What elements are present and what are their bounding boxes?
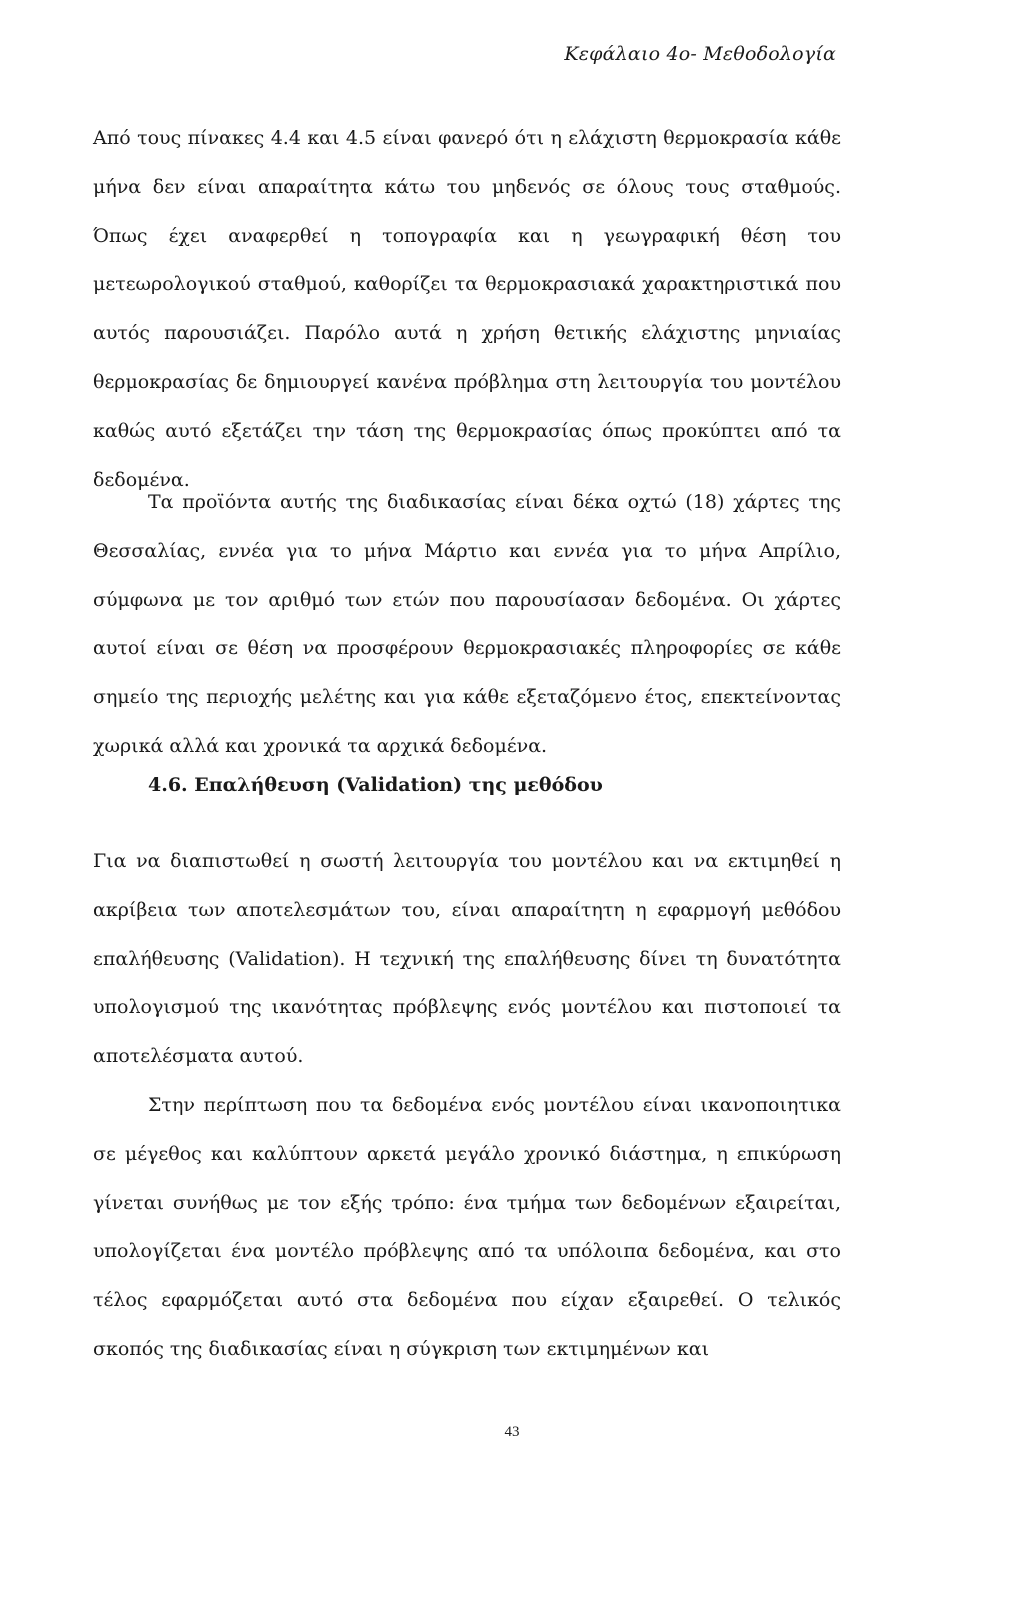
section-heading: 4.6. Επαλήθευση (Validation) της μεθόδου — [148, 774, 603, 796]
paragraph-minimum-temperature: Από τους πίνακες 4.4 και 4.5 είναι φανερό ότι η ελάχιστη θερμοκρασία κάθε μήνα δεν είναι απαραίτητα κάτω του μηδενός σε όλους τους σταθμούς. Όπως έχει αναφερθεί η τοπογραφία και η γεωγραφική θέση του μετεωρολογικού σταθμού, καθορίζει τα θερμοκρασιακά χαρακτηριστικά που αυτός παρουσιάζει. Παρόλο αυτά η χρήση θετικής ελάχιστης μηνιαίας θερμοκρασίας δε δημιουργεί κανένα πρόβλημα στη λειτουργία του μοντέλου καθώς αυτό εξετάζει την τάση της θερμοκρασίας όπως προκύπτει από τα δεδομένα. — [93, 127, 841, 491]
paragraph-validation-procedure: Στην περίπτωση που τα δεδομένα ενός μοντέλου είναι ικανοποιητικα σε μέγεθος και καλύπτουν αρκετά μεγάλο χρονικό διάστημα, η επικύρωση γίνεται συνήθως με τον εξής τρόπο: ένα τμήμα των δεδομένων εξαιρείται, υπολογίζεται ένα μοντέλο πρόβλεψης από τα υπόλοιπα δεδομένα, και στο τέλος εφαρμόζεται αυτό στα δεδομένα που είχαν εξαιρεθεί. Ο τελικός σκοπός της διαδικασίας είναι η σύγκριση των εκτιμημένων και — [93, 1094, 841, 1360]
paragraph-validation-intro: Για να διαπιστωθεί η σωστή λειτουργία του μοντέλου και να εκτιμηθεί η ακρίβεια των αποτελεσμάτων του, είναι απαραίτητη η εφαρμογή μεθόδου επαλήθευσης (Validation). Η τεχνική της επαλήθευσης δίνει τη δυνατότητα υπολογισμού της ικανότητας πρόβλεψης ενός μοντέλου και πιστοποιεί τα αποτελέσματα αυτού. — [93, 850, 841, 1068]
paragraph-map-products: Τα προϊόντα αυτής της διαδικασίας είναι δέκα οχτώ (18) χάρτες της Θεσσαλίας, εννέα για το μήνα Μάρτιο και εννέα για το μήνα Απρίλιο, σύμφωνα με τον αριθμό των ετών που παρουσίασαν δεδομένα. Οι χάρτες αυτοί είναι σε θέση να προσφέρουν θερμοκρασιακές πληροφορίες σε κάθε σημείο της περιοχής μελέτης και για κάθε εξεταζόμενο έτος, επεκτείνοντας χωρικά αλλά και χρονικά τα αρχικά δεδομένα. — [93, 491, 841, 757]
running-header: Κεφάλαιο 4ο- Μεθοδολογία — [564, 43, 836, 65]
page-number: 43 — [504, 1424, 520, 1440]
